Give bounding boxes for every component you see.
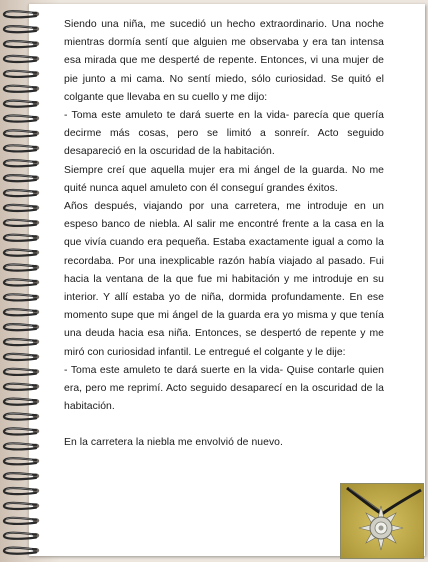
sun-pendant-icon: [341, 484, 423, 558]
story-paragraph: - Toma este amuleto te dará suerte en la vida- parecía que quería decirme más cosas, pero se limitó a sonreír. Acto seguido desapareció en la oscuridad de la habitación.: [64, 110, 384, 158]
story-paragraph: - Toma este amuleto te dará suerte en la vida- Quise contarle quien era, pero me reprimí. Acto seguido desaparecí en la oscuridad de la habitación.: [64, 364, 384, 413]
spiral-binding-icon: [0, 0, 60, 562]
pendant-photo: [340, 483, 424, 559]
story-paragraph: Años después, viajando por una carretera, me introduje en un espeso banco de niebla. Al salir me encontré frente a la casa en la que vivía cuando era pequeña. Estaba exactamente igual a como la recordaba. Por una inexplicable razón había viajado al pasado. Fui hacia la ventana de la que fue mi habitación y me introduje en su interior. Y allí estaba yo de niña, dormida profundamente. En ese momento supe que mi ángel de la guarda era yo misma y que tenía una deuda hacia esa niña. Entonces, se despertó de repente y me miró con curiosidad infantil. Le entregué el colgante y le dije:: [64, 201, 384, 358]
story-paragraph: Siendo una niña, me sucedió un hecho extraordinario. Una noche mientras dormía sentí que alguien me observaba y era tan intensa esa mirada que me desperté de repente. Entonces, vi una mujer de pie junto a mi cama. No sentí miedo, sólo curiosidad. Se quitó el colgante que llevaba en su cuello y me dijo:: [64, 19, 384, 103]
story-text: [64, 16, 384, 453]
story-paragraph: Siempre creí que aquella mujer era mi ángel de la guarda. No me quité nunca aquel amuleto con él conseguí grandes éxitos.: [64, 164, 384, 194]
story-closing: En la carretera la niebla me envolvió de nuevo.: [64, 437, 283, 449]
